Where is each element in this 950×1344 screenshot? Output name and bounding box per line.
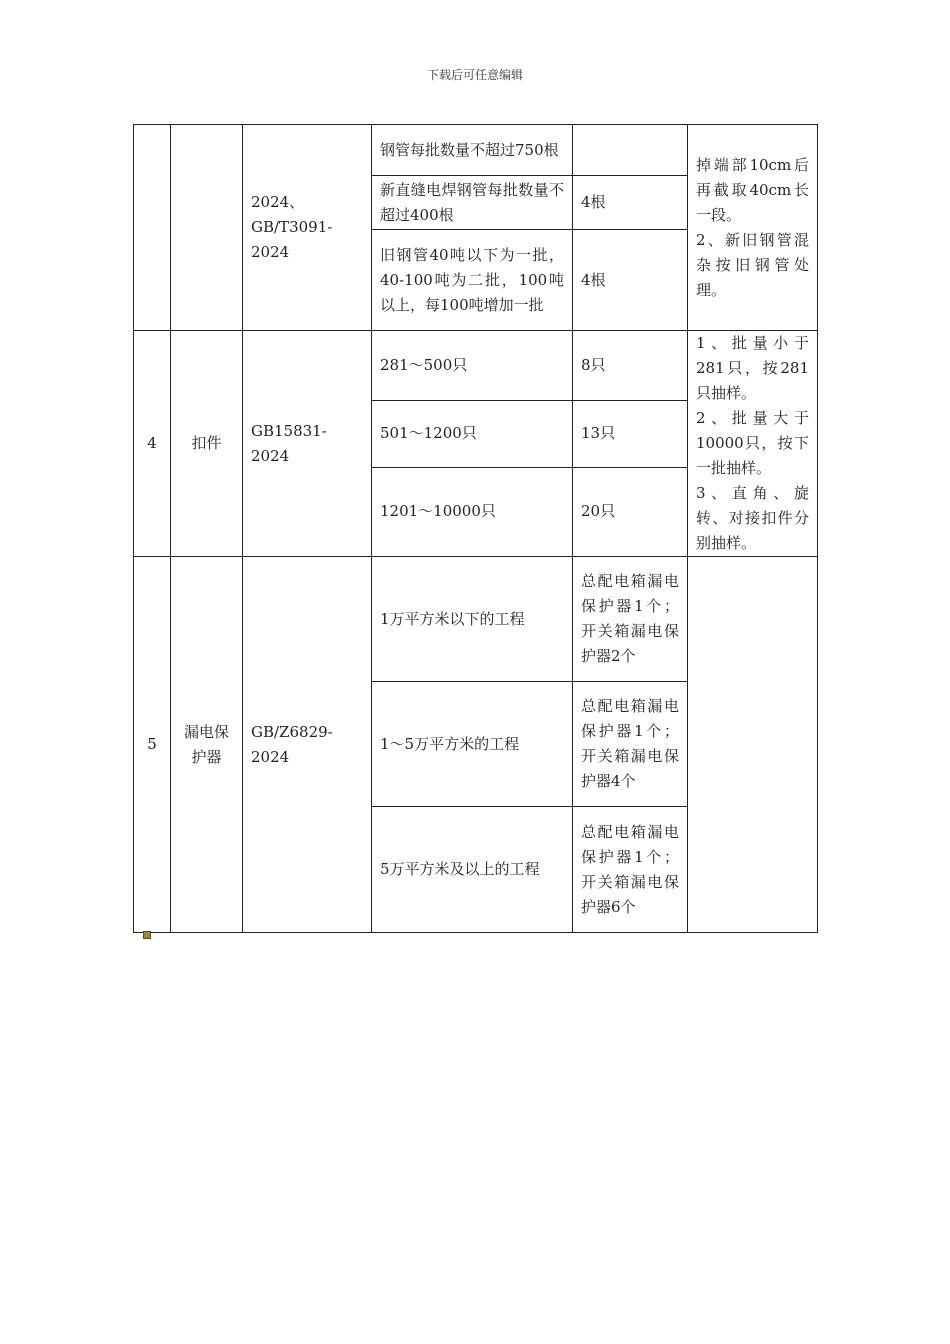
- quantity-cell: 20只: [573, 467, 688, 556]
- page-header: 下载后可任意编辑: [426, 68, 523, 82]
- batch-cell: 281～500只: [372, 331, 573, 401]
- remarks-cell: [688, 331, 818, 557]
- remark-text: 掉端部10cm后再截取40cm长一段。: [696, 155, 809, 224]
- item-number-cell: 5: [134, 557, 171, 933]
- item-name-cell: [171, 125, 243, 331]
- remark-text: 2、新旧钢管混杂按旧钢管处理。: [696, 230, 809, 299]
- standard-cell: GB/Z6829-2024: [243, 557, 372, 933]
- item-name-cell: 扣件: [171, 331, 243, 557]
- quantity-cell: 13只: [573, 401, 688, 467]
- item-name-cell: 漏电保护器: [171, 557, 243, 933]
- remark-text: 3、直角、旋转、对接扣件分别抽样。: [696, 484, 809, 552]
- sampling-table: [133, 124, 818, 933]
- quantity-cell: 4根: [573, 176, 688, 230]
- table-row: [134, 331, 818, 401]
- quantity-cell: 8只: [573, 331, 688, 401]
- anchor-marker-icon: [143, 931, 151, 939]
- quantity-cell: 总配电箱漏电保护器1个；开关箱漏电保护器2个: [573, 557, 688, 682]
- quantity-cell: 总配电箱漏电保护器1个；开关箱漏电保护器6个: [573, 807, 688, 933]
- batch-cell: 5万平方米及以上的工程: [372, 807, 573, 933]
- batch-cell: 1201～10000只: [372, 467, 573, 556]
- remarks-cell: [688, 557, 818, 933]
- batch-cell: 钢管每批数量不超过750根: [372, 125, 573, 176]
- batch-cell: 501～1200只: [372, 401, 573, 467]
- remarks-cell: [688, 125, 818, 331]
- table-row: [134, 125, 818, 176]
- remark-text: 2、批量大于10000只，按下一批抽样。: [696, 409, 809, 477]
- batch-cell: 旧钢管40吨以下为一批，40-100吨为二批，100吨以上，每100吨增加一批: [372, 230, 573, 331]
- batch-cell: 1万平方米以下的工程: [372, 557, 573, 682]
- remark-text: 1、批量小于281只，按281只抽样。: [696, 334, 809, 402]
- quantity-cell: 总配电箱漏电保护器1个；开关箱漏电保护器4个: [573, 682, 688, 807]
- item-number-cell: [134, 125, 171, 331]
- batch-cell: 新直缝电焊钢管每批数量不超过400根: [372, 176, 573, 230]
- quantity-cell: 4根: [573, 230, 688, 331]
- batch-cell: 1～5万平方米的工程: [372, 682, 573, 807]
- item-number-cell: 4: [134, 331, 171, 557]
- table-row: [134, 557, 818, 682]
- standard-cell: GB15831-2024: [243, 331, 372, 557]
- quantity-cell: [573, 125, 688, 176]
- standard-cell: 2024、GB/T3091-2024: [243, 125, 372, 331]
